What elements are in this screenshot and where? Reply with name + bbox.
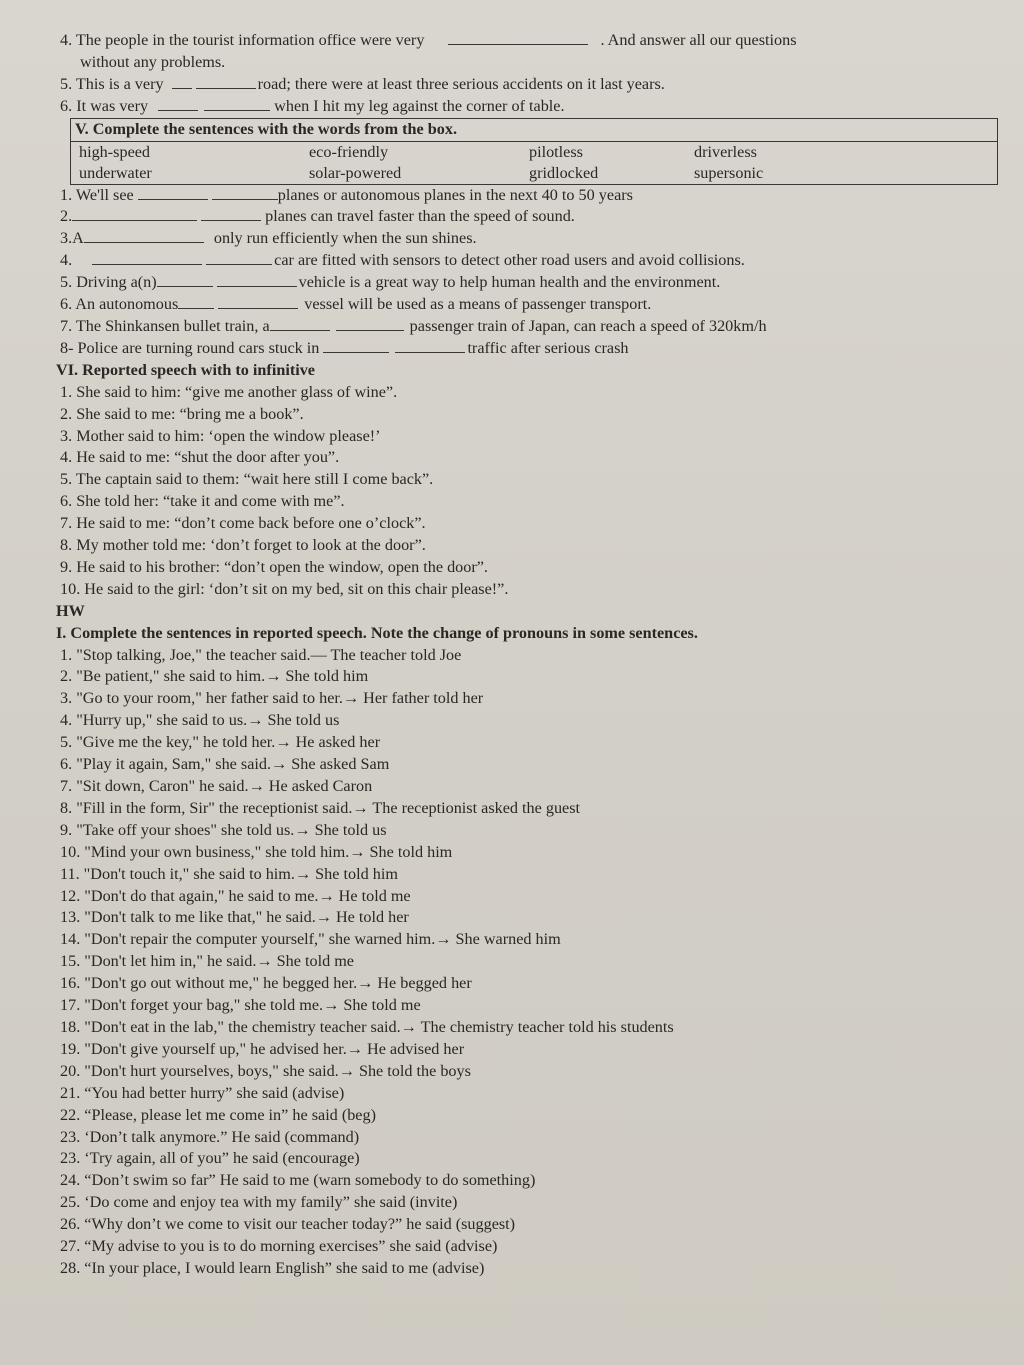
answer-blank[interactable] [138,185,208,200]
answer-blank[interactable] [92,250,202,265]
list-item: 10. "Mind your own business," she told him.→ She told him [60,842,453,861]
list-item: 13. "Don't talk to me like that," he said.→ He told her [60,908,409,927]
list-item: 11. "Don't touch it," she said to him.→ She told him [60,864,398,883]
answer-blank[interactable] [172,74,192,89]
answer-blank[interactable] [217,272,297,287]
list-item: 23. ‘Don’t talk anymore.” He said (command) [60,1127,360,1146]
list-item: 18. "Don't eat in the lab," the chemistry teacher said.→ The chemistry teacher told his students [60,1017,674,1036]
list-item: 12. "Don't do that again," he said to me.→ He told me [60,886,411,905]
list-item: 2. She said to me: “bring me a book”. [60,404,304,423]
word-item: pilotless [529,142,583,161]
list-item: 9. "Take off your shoes" she told us.→ She told us [60,820,387,839]
answer-blank[interactable] [448,30,588,45]
answer-blank[interactable] [323,338,389,353]
part4-list [40,30,980,118]
list-item: 6. She told her: “take it and come with me”. [60,492,345,511]
list-item: 2. "Be patient," she said to him.→ She told him [60,667,369,686]
word-item: gridlocked [529,163,599,182]
answer-blank[interactable] [218,294,298,309]
list-item: 14. "Don't repair the computer yourself," she warned him.→ She warned him [60,930,561,949]
list-item: 7. The Shinkansen bullet train, a passenger train of Japan, can reach a speed of 320km/h [60,316,767,335]
answer-blank[interactable] [270,316,330,331]
list-item: 1. We'll see planes or autonomous planes in the next 40 to 50 years [60,185,633,204]
list-item: 3. "Go to your room," her father said to her.→ Her father told her [60,689,484,708]
answer-blank[interactable] [158,96,198,111]
list-item: 1. She said to him: “give me another glass of wine”. [60,382,398,401]
list-item: 5. Driving a(n) vehicle is a great way to help human health and the environment. [60,273,721,292]
list-item: 6. "Play it again, Sam," she said.→ She asked Sam [60,755,390,774]
list-item: 1. "Stop talking, Joe," the teacher said.— The teacher told Joe [60,645,462,664]
list-item: 7. He said to me: “don’t come back before one o’clock”. [60,514,426,533]
answer-blank[interactable] [157,272,213,287]
answer-blank[interactable] [212,185,278,200]
list-item: 3.A only run efficiently when the sun shines. [60,229,477,248]
word-item: supersonic [694,163,764,182]
list-item: 8- Police are turning round cars stuck in traffic after serious crash [60,338,629,357]
list-item: 24. “Don’t swim so far” He said to me (warn somebody to do something) [60,1171,536,1190]
answer-blank[interactable] [201,206,261,221]
answer-blank[interactable] [178,294,214,309]
section-heading: V. Complete the sentences with the words from the box. [71,119,997,142]
word-box [70,118,998,185]
list-item: 10. He said to the girl: ‘don’t sit on my bed, sit on this chair please!”. [60,579,509,598]
answer-blank[interactable] [206,250,272,265]
homework-label: HW [56,601,85,620]
list-item: 9. He said to his brother: “don’t open the window, open the door”. [60,557,488,576]
answer-blank[interactable] [196,74,256,89]
list-item: 8. "Fill in the form, Sir" the receptionist said.→ The receptionist asked the guest [60,798,581,817]
answer-blank[interactable] [395,338,465,353]
list-item: 25. ‘Do come and enjoy tea with my family” she said (invite) [60,1193,458,1212]
list-item: 4. The people in the tourist information office were very . And answer all our questions [60,31,797,49]
list-item: 26. “Why don’t we come to visit our teacher today?” he said (suggest) [60,1215,516,1234]
list-item: 5. This is a very road; there were at least three serious accidents on it last years. [60,74,665,93]
list-item: 15. "Don't let him in," he said.→ She told me [60,952,354,971]
list-item: 3. Mother said to him: ‘open the window please!’ [60,426,381,445]
word-item: underwater [79,163,152,182]
list-item: without any problems. [80,52,226,71]
part5-list [40,185,980,360]
word-item: driverless [694,142,757,161]
homework-list [40,645,980,1280]
list-item: 5. The captain said to them: “wait here still I come back”. [60,470,434,489]
answer-blank[interactable] [204,96,270,111]
part6-list [40,382,980,601]
list-item: 2. planes can travel faster than the speed of sound. [60,207,575,226]
list-item: 7. "Sit down, Caron" he said.→ He asked Caron [60,777,373,795]
document-body [40,30,980,1280]
list-item: 20. "Don't hurt yourselves, boys," she said.→ She told the boys [60,1061,471,1080]
list-item: 27. “My advise to you is to do morning exercises” she said (advise) [60,1237,498,1256]
answer-blank[interactable] [72,206,197,221]
list-item: 17. "Don't forget your bag," she told me.→ She told me [60,996,421,1015]
list-item: 4. car are fitted with sensors to detect other road users and avoid collisions. [60,251,745,270]
section-heading: I. Complete the sentences in reported speech. Note the change of pronouns in some sentences. [56,623,698,642]
section-heading: VI. Reported speech with to infinitive [56,360,315,379]
list-item: 4. He said to me: “shut the door after you”. [60,448,340,467]
list-item: 22. “Please, please let me come in” he said (beg) [60,1105,376,1124]
list-item: 16. "Don't go out without me," he begged her.→ He begged her [60,974,472,993]
word-list [79,142,989,184]
list-item: 4. "Hurry up," she said to us.→ She told us [60,711,340,730]
list-item: 23. ‘Try again, all of you” he said (encourage) [60,1149,360,1168]
word-item: eco-friendly [309,142,389,161]
word-item: solar-powered [309,163,402,182]
list-item: 6. An autonomous vessel will be used as a means of passenger transport. [60,295,652,314]
list-item: 28. “In your place, I would learn English” she said to me (advise) [60,1258,485,1277]
list-item: 19. "Don't give yourself up," he advised her.→ He advised her [60,1039,465,1058]
list-item: 21. “You had better hurry” she said (advise) [60,1083,345,1102]
list-item: 5. "Give me the key," he told her.→ He asked her [60,733,381,752]
answer-blank[interactable] [336,316,404,331]
answer-blank[interactable] [84,228,204,243]
word-item: high-speed [79,142,151,161]
list-item: 8. My mother told me: ‘don’t forget to look at the door”. [60,536,426,555]
list-item: 6. It was very when I hit my leg against the corner of table. [60,96,565,115]
